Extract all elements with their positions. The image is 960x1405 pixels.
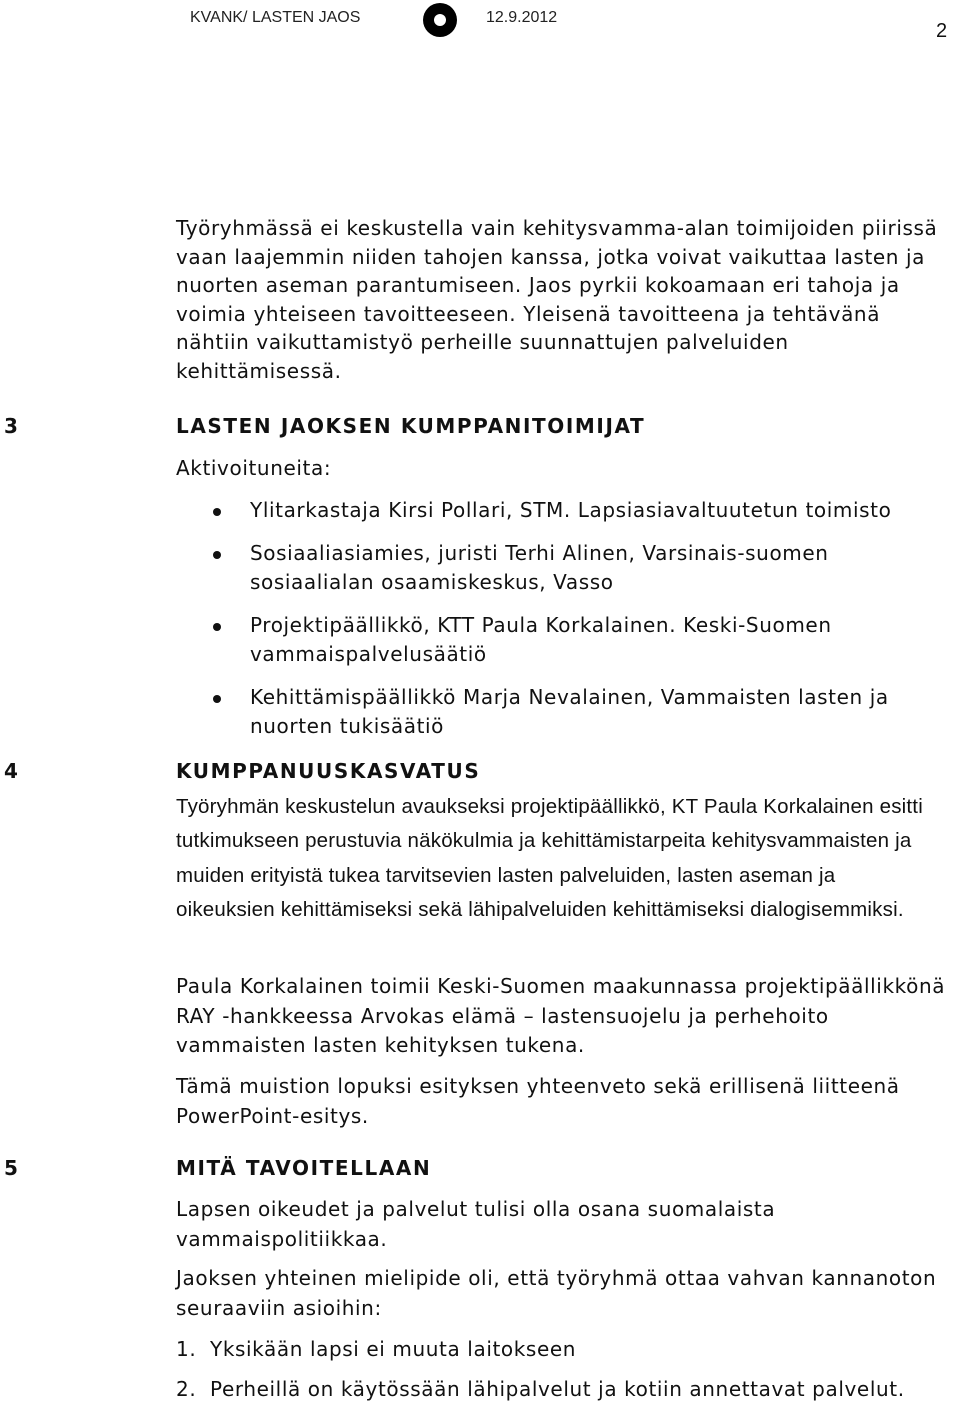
section-5-block <box>176 1195 956 1254</box>
bullet-icon <box>213 551 221 559</box>
list-item <box>176 1335 956 1364</box>
list-item-number: 1. <box>176 1337 197 1361</box>
list-item-text: Perheillä on käytössään lähipalvelut ja kotiin annettavat palvelut. <box>210 1377 905 1401</box>
list-item-text: Ylitarkastaja Kirsi Pollari, STM. Lapsiasiavaltuutetun toimisto <box>250 498 892 522</box>
section-5-title: MITÄ TAVOITELLAAN <box>176 1156 432 1180</box>
bullet-icon <box>213 623 221 631</box>
logo-icon <box>423 3 457 37</box>
section-5-paragraph-1: Lapsen oikeudet ja palvelut tulisi olla osana suomalaista vammaispolitiikkaa. <box>176 1197 776 1251</box>
header-title: KVANK/ LASTEN JAOS <box>190 9 361 26</box>
list-item-text: Yksikään lapsi ei muuta laitokseen <box>210 1337 577 1361</box>
bullet-icon <box>213 508 221 516</box>
section-3-title: LASTEN JAOKSEN KUMPPANITOIMIJAT <box>176 414 646 438</box>
page-header <box>0 0 960 60</box>
section-3-subtitle-block <box>176 454 956 484</box>
section-4-title: KUMPPANUUSKASVATUS <box>176 759 481 783</box>
list-item-text: Sosiaaliasiamies, juristi Terhi Alinen, Varsinais-suomen sosiaalialan osaamiskeskus, Vasso <box>250 541 829 594</box>
section-5-number: 5 <box>4 1156 20 1180</box>
list-item <box>176 683 956 741</box>
list-item <box>176 1375 956 1404</box>
section-3-number: 3 <box>4 414 20 438</box>
section-4-paragraph-1: Työryhmän keskustelun avaukseksi projektipäällikkö, KT Paula Korkalainen esitti tutkimukseen perustuvia näkökulmia ja kehittämistarpeita kehitysvammaisten ja muiden erityistä tukea tarvitsevien lasten palveluiden, lasten aseman ja oikeuksien kehittämiseksi sekä lähipalveluiden kehittämiseksi dialogisemmiksi. <box>176 795 923 922</box>
header-date: 12.9.2012 <box>486 9 558 26</box>
bullet-icon <box>213 695 221 703</box>
section-4-block-2 <box>176 972 946 1061</box>
section-5-paragraph-2: Jaoksen yhteinen mielipide oli, että työryhmä ottaa vahvan kannanoton seuraaviin asioihin: <box>176 1266 937 1320</box>
section-4-paragraph-2: Paula Korkalainen toimii Keski-Suomen maakunnassa projektipäällikkönä RAY -hankkeessa Arvokas elämä – lastensuojelu ja perhehoito vammaisten lasten kehityksen tukena. <box>176 974 946 1058</box>
list-item <box>176 539 956 597</box>
list-item <box>176 496 956 525</box>
partner-list <box>176 496 956 755</box>
section-4-block-3 <box>176 1072 956 1131</box>
section-5-block-2 <box>176 1264 956 1323</box>
intro-block <box>176 214 956 386</box>
list-item-text: Projektipäällikkö, KTT Paula Korkalainen. Keski-Suomen vammaispalvelusäätiö <box>250 613 832 666</box>
goals-list <box>176 1335 956 1404</box>
section-4-block <box>176 790 936 928</box>
intro-paragraph: Työryhmässä ei keskustella vain kehitysvamma-alan toimijoiden piirissä vaan laajemmin niiden tahojen kanssa, jotka voivat vaikuttaa lasten ja nuorten aseman parantumiseen. Jaos pyrkii kokoamaan eri tahoja ja voimia yhteiseen tavoitteeseen. Yleisenä tavoitteena ja tehtävänä nähtiin vaikuttamistyö perheille suunnattujen palveluiden kehittämisessä. <box>176 216 938 383</box>
section-4-number: 4 <box>4 759 20 783</box>
list-item <box>176 611 956 669</box>
section-3-subtitle: Aktivoituneita: <box>176 456 332 480</box>
section-4-paragraph-3: Tämä muistion lopuksi esityksen yhteenveto sekä erillisenä liitteenä PowerPoint-esitys. <box>176 1074 900 1128</box>
list-item-number: 2. <box>176 1377 197 1401</box>
list-item-text: Kehittämispäällikkö Marja Nevalainen, Vammaisten lasten ja nuorten tukisäätiö <box>250 685 889 738</box>
page-number: 2 <box>936 20 948 42</box>
